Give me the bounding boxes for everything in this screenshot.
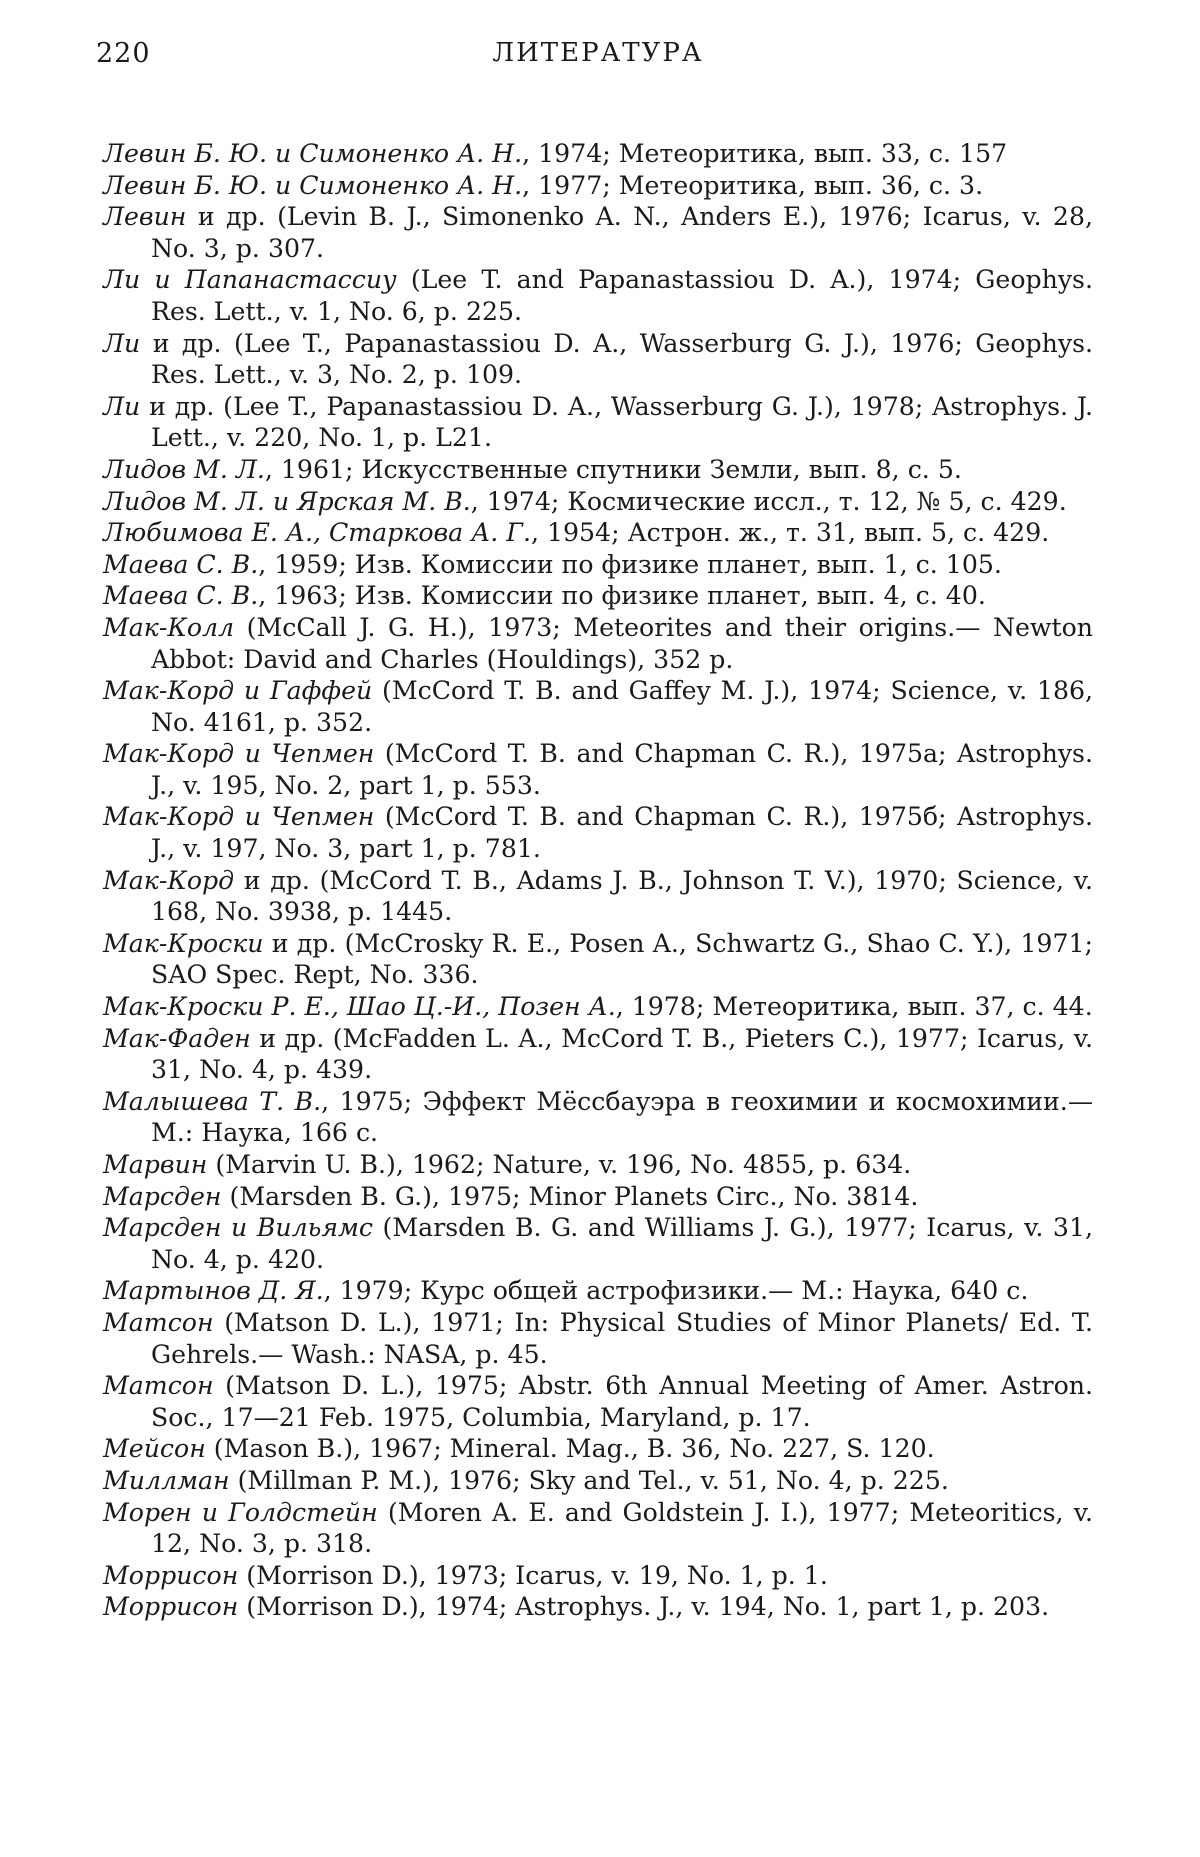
- bibliography-list: [103, 138, 1093, 1623]
- reference-entry: [103, 865, 1093, 928]
- reference-authors: Маева С. В.: [103, 549, 259, 579]
- reference-authors: Марсден и Вильямс: [103, 1213, 373, 1243]
- running-head: ЛИТЕРАТУРА: [492, 38, 704, 68]
- reference-authors: Мак-Кроски: [103, 928, 264, 958]
- reference-details: , 1974; Космические иссл., т. 12, № 5, с. 429.: [470, 486, 1067, 516]
- reference-authors: Левин: [103, 202, 187, 232]
- reference-entry: [103, 1149, 1093, 1181]
- reference-details: (Mason B.), 1967; Mineral. Mag., B. 36, No. 227, S. 120.: [205, 1434, 935, 1464]
- reference-entry: [103, 264, 1093, 327]
- reference-authors: Морен и Голдстейн: [103, 1497, 378, 1527]
- reference-details: , 1978; Метеоритика, вып. 37, с. 44.: [615, 992, 1093, 1022]
- reference-entry: [103, 1212, 1093, 1275]
- page-header: [96, 38, 1100, 78]
- reference-entry: [103, 201, 1093, 264]
- reference-authors: Мартынов Д. Я.: [103, 1276, 324, 1306]
- reference-entry: [103, 738, 1093, 801]
- reference-entry: [103, 1370, 1093, 1433]
- reference-authors: Марсден: [103, 1181, 222, 1211]
- reference-authors: Левин Б. Ю. и Симоненко А. Н.: [103, 170, 523, 200]
- reference-details: (Lee T. and Papanastassiou D. A.), 1974; Geophys. Res. Lett., v. 1, No. 6, p. 225.: [151, 265, 1093, 326]
- reference-entry: [103, 138, 1093, 170]
- reference-details: , 1963; Изв. Комиссии по физике планет, вып. 4, с. 40.: [258, 581, 986, 611]
- reference-entry: [103, 1591, 1093, 1623]
- reference-details: , 1979; Курс общей астрофизики.— М.: Наука, 640 с.: [323, 1276, 1029, 1306]
- reference-entry: [103, 391, 1093, 454]
- reference-entry: [103, 1433, 1093, 1465]
- reference-details: , 1974; Метеоритика, вып. 33, с. 157: [522, 139, 1008, 168]
- reference-entry: [103, 486, 1093, 518]
- reference-details: , 1959; Изв. Комиссии по физике планет, вып. 1, с. 105.: [258, 549, 1002, 579]
- reference-details: и др. (McCrosky R. E., Posen A., Schwartz G., Shao C. Y.), 1971; SAO Spec. Rept, No. 336.: [151, 928, 1093, 990]
- page-number: 220: [96, 38, 151, 69]
- reference-details: (Moren A. E. and Goldstein J. I.), 1977; Meteoritics, v. 12, No. 3, p. 318.: [151, 1497, 1093, 1559]
- reference-details: и др. (McFadden L. A., McCord T. B., Pieters C.), 1977; Icarus, v. 31, No. 4, p. 439.: [151, 1023, 1093, 1085]
- reference-entry: [103, 454, 1093, 486]
- reference-details: и др. (Levin B. J., Simonenko A. N., Anders E.), 1976; Icarus, v. 28, No. 3, p. 307.: [151, 202, 1093, 263]
- reference-authors: Ли: [103, 391, 141, 421]
- reference-entry: [103, 801, 1093, 864]
- reference-authors: Мак-Корд: [103, 865, 235, 895]
- reference-authors: Мак-Фаден: [103, 1023, 251, 1053]
- reference-entry: [103, 991, 1093, 1023]
- reference-entry: [103, 1497, 1093, 1560]
- reference-details: (McCord T. B. and Chapman C. R.), 1975а; Astrophys. J., v. 195, No. 2, part 1, p. 553.: [151, 739, 1093, 800]
- reference-entry: [103, 675, 1093, 738]
- reference-details: (McCord T. B. and Gaffey M. J.), 1974; Science, v. 186, No. 4161, p. 352.: [151, 676, 1094, 737]
- reference-authors: Лидов М. Л. и Ярская М. В.: [103, 486, 471, 516]
- reference-authors: Матсон: [103, 1307, 214, 1337]
- reference-details: (Millman P. M.), 1976; Sky and Tel., v. 51, No. 4, p. 225.: [229, 1465, 949, 1495]
- reference-details: (McCord T. B. and Chapman C. R.), 1975б; Astrophys. J., v. 197, No. 3, part 1, p. 781.: [151, 802, 1093, 864]
- reference-entry: [103, 1275, 1093, 1307]
- reference-entry: [103, 1023, 1093, 1086]
- reference-entry: [103, 1465, 1093, 1497]
- reference-authors: Мак-Колл: [103, 612, 235, 642]
- reference-authors: Малышева Т. В.: [103, 1086, 322, 1116]
- reference-details: , 1977; Метеоритика, вып. 36, с. 3.: [522, 170, 984, 200]
- reference-authors: Мейсон: [103, 1434, 206, 1464]
- reference-details: (Morrison D.), 1974; Astrophys. J., v. 194, No. 1, part 1, p. 203.: [238, 1592, 1050, 1622]
- reference-details: , 1975; Эффект Мёссбауэра в геохимии и космохимии.— М.: Наука, 166 с.: [151, 1086, 1094, 1148]
- reference-entry: [103, 1560, 1093, 1592]
- reference-entry: [103, 170, 1093, 202]
- reference-entry: [103, 580, 1093, 612]
- reference-authors: Марвин: [103, 1150, 208, 1179]
- reference-details: , 1954; Астрон. ж., т. 31, вып. 5, с. 429.: [530, 518, 1050, 548]
- reference-authors: Матсон: [103, 1371, 214, 1401]
- reference-authors: Моррисон: [103, 1560, 239, 1590]
- reference-entry: [103, 928, 1093, 991]
- reference-details: (Marsden B. G.), 1975; Minor Planets Circ., No. 3814.: [221, 1181, 919, 1211]
- reference-authors: Мак-Корд и Чепмен: [103, 739, 375, 769]
- reference-authors: Левин Б. Ю. и Симоненко А. Н.: [103, 139, 523, 168]
- reference-details: (Marvin U. B.), 1962; Nature, v. 196, No. 4855, p. 634.: [207, 1150, 912, 1179]
- reference-entry: [103, 517, 1093, 549]
- reference-entry: [103, 1181, 1093, 1213]
- reference-details: (Matson D. L.), 1971; In: Physical Studies of Minor Planets/ Ed. T. Gehrels.— Wash.: NASA, p. 45.: [151, 1307, 1093, 1369]
- reference-details: и др. (Lee T., Papanastassiou D. A., Wasserburg G. J.), 1978; Astrophys. J. Lett., v. 220, No. 1, p. L21.: [140, 391, 1093, 453]
- reference-authors: Моррисон: [103, 1592, 239, 1622]
- reference-details: (Morrison D.), 1973; Icarus, v. 19, No. 1, p. 1.: [238, 1560, 828, 1590]
- reference-details: (Matson D. L.), 1975; Abstr. 6th Annual Meeting of Amer. Astron. Soc., 17—21 Feb. 1975, Columbia, Maryland, p. 17.: [151, 1371, 1093, 1432]
- reference-entry: [103, 328, 1093, 391]
- reference-details: (Marsden B. G. and Williams J. G.), 1977; Icarus, v. 31, No. 4, p. 420.: [151, 1213, 1093, 1274]
- reference-authors: Мак-Корд и Чепмен: [103, 802, 375, 832]
- reference-authors: Мак-Корд и Гаффей: [103, 676, 373, 706]
- reference-authors: Мак-Кроски Р. Е., Шао Ц.-И., Позен А.: [103, 992, 616, 1022]
- reference-entry: [103, 1086, 1093, 1149]
- reference-entry: [103, 612, 1093, 675]
- reference-details: , 1961; Искусственные спутники Земли, вып. 8, с. 5.: [264, 454, 962, 484]
- reference-entry: [103, 549, 1093, 581]
- reference-authors: Маева С. В.: [103, 581, 259, 611]
- reference-authors: Ли: [103, 328, 141, 358]
- reference-authors: Миллман: [103, 1465, 230, 1495]
- reference-authors: Любимова Е. А., Старкова А. Г.: [103, 518, 531, 548]
- reference-authors: Ли и Папанастассиу: [103, 265, 397, 295]
- reference-details: (McCall J. G. H.), 1973; Meteorites and their origins.— Newton Abbot: David and Charles (Houldings), 352 p.: [151, 612, 1093, 674]
- reference-details: и др. (Lee T., Papanastassiou D. A., Wasserburg G. J.), 1976; Geophys. Res. Lett., v. 3, No. 2, p. 109.: [140, 328, 1093, 390]
- reference-authors: Лидов М. Л.: [103, 454, 265, 484]
- reference-entry: [103, 1307, 1093, 1370]
- reference-details: и др. (McCord T. B., Adams J. B., Johnson T. V.), 1970; Science, v. 168, No. 3938, p. 1445.: [151, 865, 1093, 927]
